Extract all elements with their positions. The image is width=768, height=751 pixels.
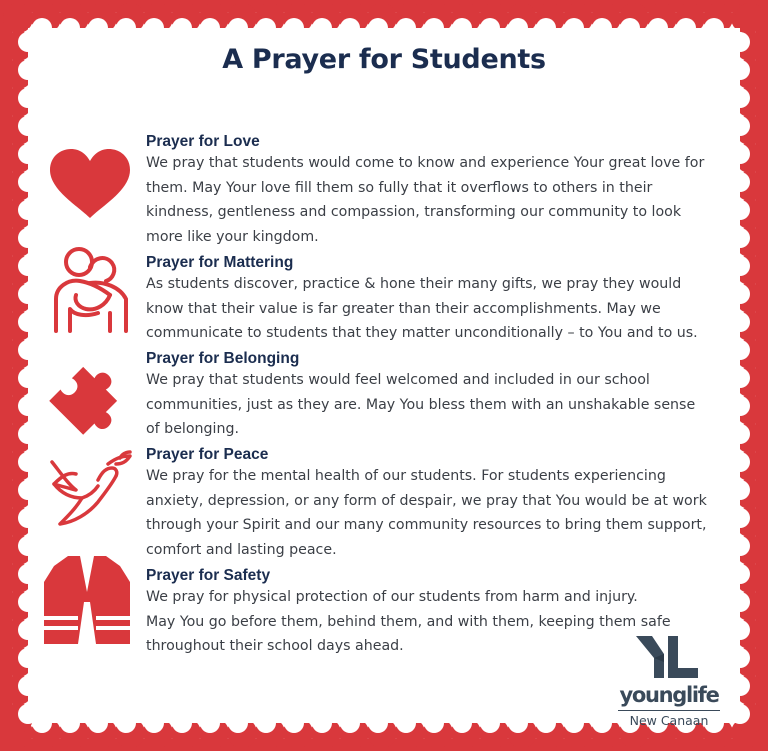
- hug-icon: [46, 243, 132, 335]
- logo-wordmark: younglife: [619, 683, 719, 707]
- section-text-line: anxiety, depression, or any form of despair, we pray that You would be at work: [146, 492, 707, 509]
- section-text-line: of belonging.: [146, 421, 239, 437]
- section-text-line: them. May Your love fill them so fully that it overflows to others in their: [146, 179, 653, 196]
- section-text-line: We pray for the mental health of our students. For students experiencing: [146, 468, 666, 484]
- logo-divider: [618, 710, 720, 711]
- section-text-line: through your Spirit and our many community resources to bring them support,: [146, 517, 707, 533]
- younglife-logo-mark-icon: [614, 634, 724, 680]
- section-heading: Prayer for Mattering: [146, 254, 294, 271]
- section-prayer-for-mattering: [146, 253, 731, 346]
- dove-icon: [46, 450, 134, 534]
- section-heading: Prayer for Safety: [146, 567, 271, 584]
- section-heading: Prayer for Love: [146, 133, 260, 150]
- heart-icon: [48, 148, 132, 220]
- younglife-logo: [614, 634, 724, 728]
- logo-location: New Canaan: [629, 713, 709, 728]
- safety-vest-icon: [40, 552, 134, 648]
- section-text-line: May You go before them, behind them, and with them, keeping them safe: [146, 613, 671, 630]
- section-text-line: communicate to students that they matter unconditionally – to You and to us.: [146, 325, 698, 341]
- section-text-line: We pray for physical protection of our students from harm and injury.: [146, 589, 638, 605]
- section-text-line: know that their value is far greater than their accomplishments. May we: [146, 300, 661, 317]
- section-heading: Prayer for Belonging: [146, 350, 300, 367]
- section-text-line: kindness, gentleness and compassion, transforming our community to look: [146, 204, 682, 220]
- section-prayer-for-belonging: [146, 349, 731, 442]
- page-title: A Prayer for Students: [222, 44, 546, 75]
- section-heading: Prayer for Peace: [146, 446, 269, 463]
- puzzle-piece-icon: [44, 356, 128, 440]
- section-prayer-for-peace: [146, 445, 731, 562]
- section-prayer-for-love: [146, 132, 731, 249]
- section-text-line: As students discover, practice & hone their many gifts, we pray they would: [146, 276, 682, 292]
- section-text-line: communities, just as they are. May You bless them with an unshakable sense: [146, 396, 696, 413]
- section-text-line: We pray that students would feel welcomed and included in our school: [146, 372, 650, 388]
- section-text-line: We pray that students would come to know and experience Your great love for: [146, 155, 705, 171]
- section-text-line: more like your kingdom.: [146, 228, 319, 245]
- section-text-line: throughout their school days ahead.: [146, 638, 404, 654]
- section-text-line: comfort and lasting peace.: [146, 541, 337, 558]
